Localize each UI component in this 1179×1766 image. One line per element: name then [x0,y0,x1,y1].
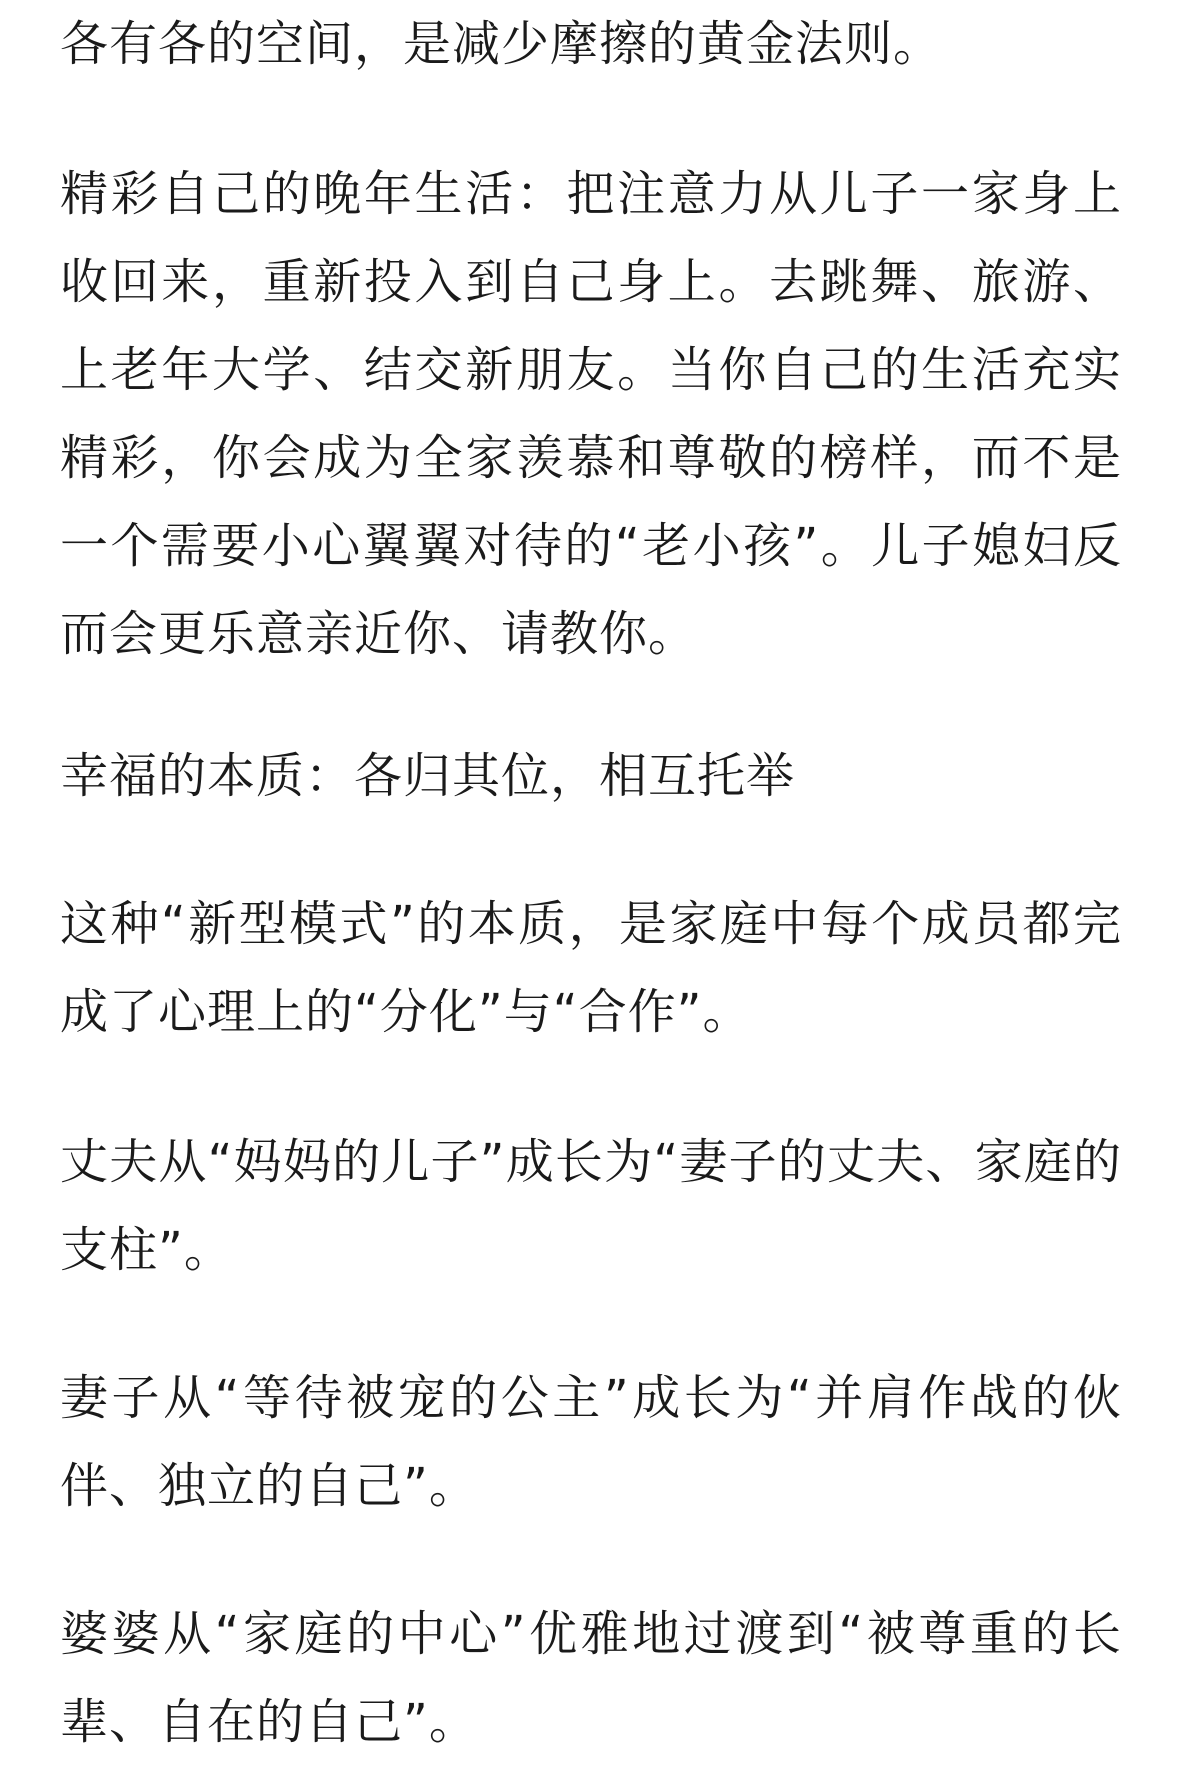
section-heading-happiness-essence: 幸福的本质：各归其位，相互托举 [60,748,796,804]
paragraph-space-rule: 各有各的空间，是减少摩擦的黄金法则。 [60,16,943,72]
paragraph-new-model-essence: 这种“新型模式”的本质，是家庭中每个成员都完成了心理上的“分化”与“合作”。 [60,896,1122,1040]
paragraph-husband-growth: 丈夫从“妈妈的儿子”成长为“妻子的丈夫、家庭的支柱”。 [60,1134,1122,1278]
paragraph-enjoy-later-life: 精彩自己的晚年生活：把注意力从儿子一家身上收回来，重新投入到自己身上。去跳舞、旅游、上老年大学、结交新朋友。当你自己的生活充实精彩，你会成为全家羡慕和尊敬的榜样，而不是一个需要小心翼翼对待的“老小孩”。儿子媳妇反而会更乐意亲近你、请教你。 [60,166,1122,662]
paragraph-wife-growth: 妻子从“等待被宠的公主”成长为“并肩作战的伙伴、独立的自己”。 [60,1370,1122,1514]
paragraph-mother-in-law-growth: 婆婆从“家庭的中心”优雅地过渡到“被尊重的长辈、自在的自己”。 [60,1606,1122,1750]
